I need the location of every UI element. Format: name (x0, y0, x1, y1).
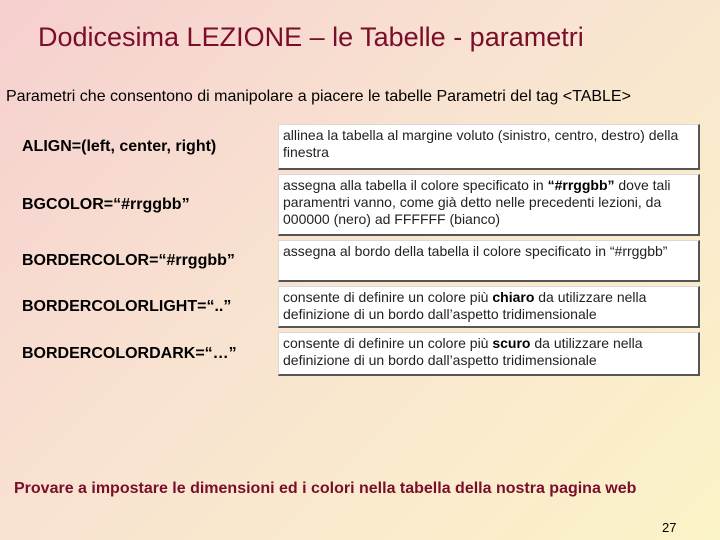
slide-title: Dodicesima LEZIONE – le Tabelle - parametri (38, 22, 584, 52)
desc-bold: scuro (492, 335, 531, 351)
desc-text: consente di definire un colore più (283, 289, 493, 305)
table-row (18, 328, 700, 376)
param-description (278, 332, 700, 376)
desc-text: assegna alla tabella il colore specificato in (283, 177, 548, 193)
param-name: ALIGN=(left, center, right) (22, 138, 217, 155)
parameters-table (18, 124, 700, 376)
param-description (278, 240, 700, 282)
table-row (18, 170, 700, 236)
desc-text: allinea la tabella al margine voluto (sinistro, centro, destro) della finestra (283, 127, 679, 160)
desc-text: dove tali paramentri vanno, come già detto nelle precedenti lezioni, da 000000 (nero) ad FFFFFF (bianco) (283, 177, 671, 227)
desc-bold: “#rrggbb” (547, 177, 615, 193)
page-number: 27 (662, 520, 677, 535)
footer-instruction: Provare a impostare le dimensioni ed i colori nella tabella della nostra pagina web (14, 480, 637, 497)
param-name: BORDERCOLORDARK=“…” (22, 345, 237, 362)
param-name: BORDERCOLOR=“#rrggbb” (22, 252, 235, 269)
desc-bold: chiaro (492, 289, 535, 305)
param-description (278, 286, 700, 328)
param-name: BORDERCOLORLIGHT=“..” (22, 298, 232, 315)
desc-text: da utilizzare nella definizione di un bordo dall’aspetto tridimensionale (283, 289, 647, 322)
table-row (18, 124, 700, 170)
param-description (278, 174, 700, 236)
param-description (278, 124, 700, 170)
desc-text: assegna al bordo della tabella il colore specificato in “#rrggbb” (283, 243, 668, 259)
param-name: BGCOLOR=“#rrggbb” (22, 196, 190, 213)
table-row (18, 282, 700, 328)
table-row (18, 236, 700, 282)
desc-text: consente di definire un colore più (283, 335, 493, 351)
desc-text: da utilizzare nella definizione di un bordo dall’aspetto tridimensionale (283, 335, 643, 368)
slide-subtitle: Parametri che consentono di manipolare a piacere le tabelle Parametri del tag <TABLE> (6, 88, 631, 105)
